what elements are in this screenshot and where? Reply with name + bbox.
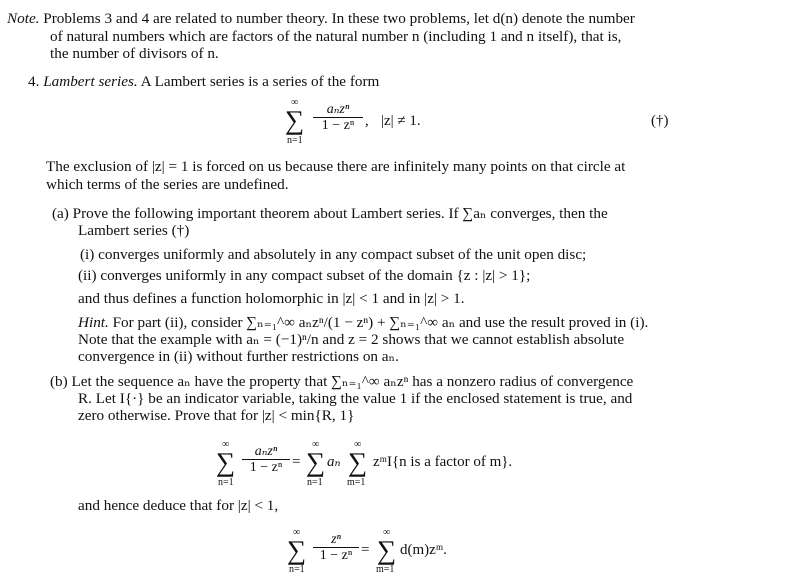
part-b-text-1: Let the sequence aₙ have the property that ∑ₙ₌₁^∞ aₙzⁿ has a nonzero radius of convergence: [71, 373, 634, 390]
fraction: [313, 532, 359, 563]
part-b-label: (b): [50, 373, 68, 390]
fraction: [242, 444, 290, 475]
note-label: Note.: [7, 10, 40, 27]
equation-main: [285, 98, 685, 146]
sigma-icon: ∑: [285, 105, 305, 135]
hint-label: Hint.: [78, 314, 109, 331]
term-a-n: aₙ: [327, 454, 341, 470]
sigma-icon: ∑: [377, 535, 397, 565]
equation-b1: [216, 440, 556, 488]
condition: |z| ≠ 1.: [381, 113, 421, 129]
sum-upper: ∞: [293, 527, 301, 538]
exclusion-line-1: The exclusion of |z| = 1 is forced on us because there are infinitely many points on that circle at: [46, 158, 626, 175]
problem-intro: A Lambert series is a series of the form: [140, 73, 380, 90]
sigma-icon: ∑: [216, 447, 236, 477]
item-ii: (ii) converges uniformly in any compact subset of the domain {z : |z| > 1};: [78, 267, 531, 284]
part-a-label: (a): [52, 205, 69, 222]
part-b-line-2: R. Let I{·} be an indicator variable, taking the value 1 if the enclosed statement is true, and: [78, 390, 633, 407]
note-line-1: [7, 10, 635, 28]
hint-line-3: convergence in (ii) without further restrictions on aₙ.: [78, 348, 399, 365]
sum-upper: ∞: [291, 97, 299, 108]
sigma-icon: ∑: [306, 447, 326, 477]
hint-line-2: Note that the example with aₙ = (−1)ⁿ/n and z = 2 shows that we cannot establish absolute: [78, 331, 625, 348]
part-a-line-2: Lambert series (†): [78, 222, 190, 239]
sum-lower: n=1: [307, 477, 323, 488]
sum-upper: ∞: [312, 439, 320, 450]
exclusion-line-2: which terms of the series are undefined.: [46, 176, 289, 193]
sum-lower: n=1: [289, 564, 305, 575]
sum-lower: n=1: [287, 135, 303, 146]
problem-title: Lambert series.: [43, 73, 138, 90]
equation-b2: [287, 528, 487, 576]
divisor-term: d(m)zᵐ.: [400, 542, 447, 558]
equation-tag: (†): [651, 113, 669, 129]
note-line-3: the number of divisors of n.: [50, 45, 219, 62]
numerator: zⁿ: [331, 532, 341, 547]
part-a-line-1: [52, 205, 608, 223]
item-i: (i) converges uniformly and absolutely in any compact subset of the unit open disc;: [80, 246, 587, 263]
part-b-line-1: [50, 373, 633, 391]
equals-sign: =: [292, 454, 301, 470]
indicator-term: zᵐI{n is a factor of m}.: [373, 454, 513, 470]
hint-line-1: [78, 314, 648, 332]
part-b-line-3: zero otherwise. Prove that for |z| < min{R, 1}: [78, 407, 355, 424]
part-a-conclusion: and thus defines a function holomorphic in |z| < 1 and in |z| > 1.: [78, 290, 465, 307]
sigma-icon: ∑: [287, 535, 307, 565]
sum-upper: ∞: [222, 439, 230, 450]
comma: ,: [365, 113, 369, 129]
numerator: aₙzⁿ: [254, 444, 278, 459]
sum-upper: ∞: [383, 527, 391, 538]
sum-lower: m=1: [376, 564, 395, 575]
hint-text-1: For part (ii), consider ∑ₙ₌₁^∞ aₙzⁿ/(1 − zⁿ) + ∑ₙ₌₁^∞ aₙ and use the result proved in (i).: [112, 314, 649, 331]
note-text-1: Problems 3 and 4 are related to number theory. In these two problems, let d(n) denote the number: [43, 10, 635, 27]
denominator: 1 − zⁿ: [249, 460, 283, 475]
sum-upper: ∞: [354, 439, 362, 450]
sum-lower: n=1: [218, 477, 234, 488]
numerator: aₙzⁿ: [326, 102, 350, 117]
deduce-line: and hence deduce that for |z| < 1,: [78, 497, 279, 514]
equals-sign: =: [361, 542, 370, 558]
sigma-icon: ∑: [348, 447, 368, 477]
note-line-2: of natural numbers which are factors of the natural number n (including 1 and n itself), that is,: [50, 28, 622, 45]
problem-heading: [28, 73, 379, 91]
sum-lower: m=1: [347, 477, 366, 488]
fraction: [313, 102, 363, 133]
denominator: 1 − zⁿ: [321, 118, 355, 133]
part-a-text-1: Prove the following important theorem about Lambert series. If ∑aₙ converges, then the: [72, 205, 608, 222]
denominator: 1 − zⁿ: [319, 548, 353, 563]
problem-number: 4.: [28, 73, 40, 90]
